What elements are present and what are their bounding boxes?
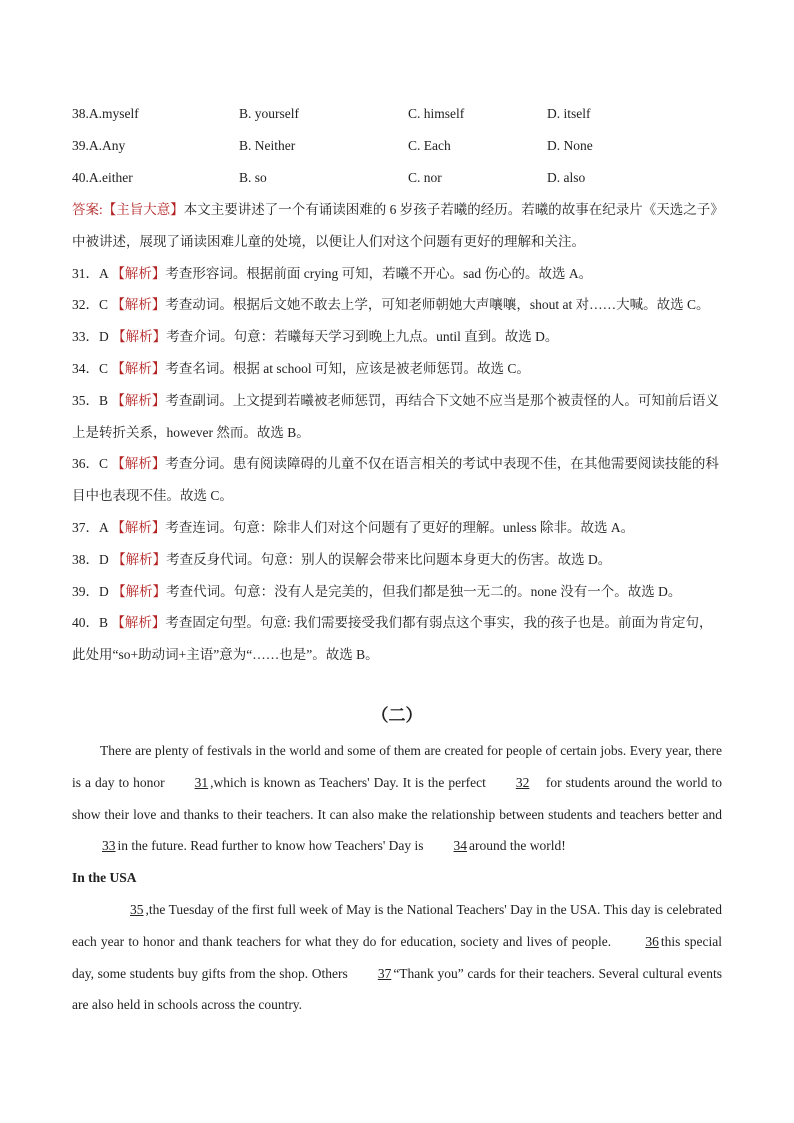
section-heading: In the USA <box>72 870 137 886</box>
explanation-text: 考查固定句型。句意: 我们需要接受我们都有弱点这个事实，我的孩子也是。前面为肯定句，此处用“so+助动词+主语”意为“……也是”。故选 B。 <box>72 615 713 663</box>
explanation-32 <box>72 289 722 321</box>
explanation-text: 考查分词。患有阅读障碍的儿童不仅在语言相关的考试中表现不佳，在其他需要阅读技能的科目中也表现不佳。故选 C。 <box>72 456 719 504</box>
passage-text: “Thank you” cards for their teachers. Several cultural events are also held in schools across the country. <box>72 965 723 1013</box>
explanation-35 <box>72 385 722 449</box>
explanation-number: 37．A <box>72 519 109 535</box>
explanation-36 <box>72 448 722 512</box>
explanation-number: 38．D <box>72 551 109 567</box>
option-b: B. so <box>239 170 267 185</box>
answer-summary <box>72 194 722 258</box>
passage-text: ,which is known as Teachers' Day. It is the perfect <box>210 774 486 790</box>
passage-paragraph-1 <box>72 735 722 862</box>
option-c: C. Each <box>408 138 451 153</box>
passage-paragraph-2 <box>72 894 722 1021</box>
explanation-tag: 【解析】 <box>112 329 167 345</box>
answer-label: 答案: <box>72 202 103 217</box>
explanation-31 <box>72 258 722 290</box>
option-d: D. also <box>547 170 586 185</box>
explanation-text: 考查副词。上文提到若曦被老师惩罚，再结合下文她不应当是那个被责怪的人。可知前后语义上是转折关系，however 然而。故选 B。 <box>72 392 719 440</box>
option-a: 40.A.either <box>72 170 133 185</box>
option-b: B. Neither <box>239 138 296 153</box>
explanation-number: 35．B <box>72 392 109 408</box>
answer-text: 本文主要讲述了一个有诵读困难的 6 岁孩子若曦的经历。若曦的故事在纪录片《天选之子》中被讲述，展现了诵读困难儿童的处境，以便让人们对这个问题有更好的理解和关注。 <box>72 202 718 249</box>
passage-text: around the world! <box>469 838 566 854</box>
blank-34[interactable]: 34 <box>453 838 468 854</box>
explanation-tag: 【解析】 <box>111 615 166 631</box>
explanation-number: 31．A <box>72 265 109 281</box>
explanation-tag: 【解析】 <box>111 519 166 535</box>
explanation-text: 考查动词。根据后文她不敢去上学，可知老师朝她大声嚷嚷，shout at 对……大喊。故选 C。 <box>165 297 710 313</box>
explanation-number: 39．D <box>72 583 109 599</box>
blank-33[interactable]: 33 <box>102 838 116 854</box>
option-a: 39.A.Any <box>72 138 126 153</box>
blank-32[interactable]: 32 <box>515 774 530 790</box>
explanation-tag: 【解析】 <box>111 297 166 313</box>
explanation-number: 32．C <box>72 297 109 313</box>
explanation-tag: 【解析】 <box>112 583 167 599</box>
explanation-tag: 【解析】 <box>111 265 166 281</box>
explanation-text: 考查形容词。根据前面 crying 可知，若曦不开心。sad 伤心的。故选 A。 <box>165 265 593 281</box>
explanation-number: 34．C <box>72 360 109 376</box>
explanation-tag: 【解析】 <box>112 551 167 567</box>
option-c: C. himself <box>408 106 465 121</box>
options-row-39 <box>72 130 722 162</box>
passage-text: for students around the world to show their love and thanks to their teachers. It can also make the relationship between students and teachers better and <box>72 774 722 822</box>
explanation-34 <box>72 353 722 385</box>
blank-36[interactable]: 36 <box>645 933 659 949</box>
passage-text: ,the Tuesday of the first full week of May is the National Teachers' Day in the USA. This day is celebrated each year to honor and thank teachers for what they do for education, society and lives of people. <box>72 901 722 949</box>
explanation-text: 考查连词。句意：除非人们对这个问题有了更好的理解。unless 除非。故选 A。 <box>165 519 635 535</box>
section-title: （二） <box>371 705 423 726</box>
blank-35[interactable]: 35 <box>130 901 144 917</box>
option-d: D. None <box>547 138 593 153</box>
explanation-text: 考查介词。句意：若曦每天学习到晚上九点。until 直到。故选 D。 <box>166 329 559 345</box>
explanation-38 <box>72 544 722 576</box>
answer-tag: 【主旨大意】 <box>102 202 184 217</box>
blank-37[interactable]: 37 <box>377 965 392 981</box>
explanation-text: 考查反身代词。句意：别人的误解会带来比问题本身更大的伤害。故选 D。 <box>166 551 612 567</box>
options-row-40 <box>72 162 722 194</box>
explanation-33 <box>72 321 722 353</box>
explanation-tag: 【解析】 <box>111 392 166 408</box>
explanation-text: 考查代词。句意：没有人是完美的，但我们都是独一无二的。none 没有一个。故选 D。 <box>166 583 682 599</box>
blank-31[interactable]: 31 <box>194 774 209 790</box>
explanation-tag: 【解析】 <box>111 360 166 376</box>
passage-text: There are plenty of festivals in the world and some of them are created for people of certain jobs. Every year, there is a day to honor <box>72 742 722 790</box>
explanation-39 <box>72 576 722 608</box>
option-b: B. yourself <box>239 106 299 121</box>
document-page <box>72 98 722 1021</box>
option-a: 38.A.myself <box>72 106 139 121</box>
option-c: C. nor <box>408 170 442 185</box>
options-row-38 <box>72 98 722 130</box>
explanation-number: 33．D <box>72 329 109 345</box>
explanation-tag: 【解析】 <box>111 456 166 472</box>
option-d: D. itself <box>547 106 591 121</box>
explanation-37 <box>72 512 722 544</box>
explanation-40 <box>72 607 722 671</box>
passage-text: in the future. Read further to know how Teachers' Day is <box>117 838 424 854</box>
explanation-number: 40．B <box>72 615 109 631</box>
explanation-number: 36．C <box>72 456 109 472</box>
passage-text: this special day, some students buy gifts from the shop. Others <box>72 933 722 981</box>
explanation-text: 考查名词。根据 at school 可知，应该是被老师惩罚。故选 C。 <box>165 360 530 376</box>
